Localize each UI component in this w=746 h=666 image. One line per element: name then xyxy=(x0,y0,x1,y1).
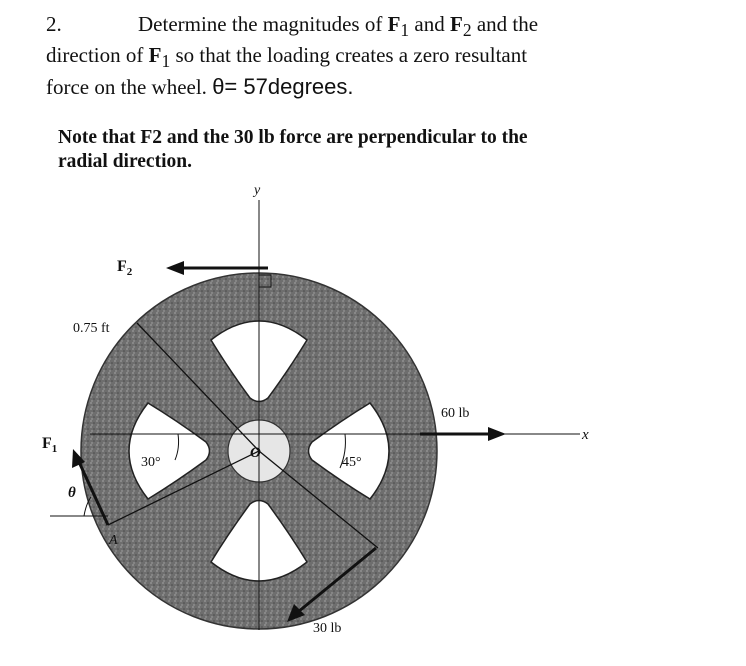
f1-subscript: 1 xyxy=(161,51,171,72)
force-60-label: 60 lb xyxy=(441,406,470,421)
problem-text: and xyxy=(409,12,450,36)
x-axis-label: x xyxy=(582,427,589,443)
f2-symbol: F xyxy=(450,12,463,36)
f2-label: $F_2$ xyxy=(117,258,133,278)
f2-arrowhead xyxy=(166,261,184,275)
problem-text: so that the loading creates a zero resultant xyxy=(170,43,528,68)
point-a-label: A xyxy=(109,533,118,548)
angle-30-label: 30° xyxy=(141,455,161,470)
radius-label: 0.75 ft xyxy=(73,321,110,336)
f1-subscript: 1 xyxy=(400,20,410,41)
f1-symbol: F xyxy=(387,12,401,36)
theta-value: θ= 57 xyxy=(212,74,268,100)
problem-text: and the xyxy=(471,12,539,36)
theta-unit: degrees. xyxy=(267,74,354,100)
problem-text: direction of xyxy=(46,43,149,68)
f1-label: $F_1$ xyxy=(42,435,58,455)
problem-text: force on the wheel. xyxy=(46,75,213,100)
force-30-label: 30 lb xyxy=(313,621,342,636)
problem-text: Determine the magnitudes of xyxy=(138,12,388,36)
f2-subscript: 2 xyxy=(462,20,472,41)
problem-number: 2. xyxy=(46,12,62,36)
angle-45-label: 45° xyxy=(342,455,362,470)
center-label: O xyxy=(250,445,261,461)
theta-label: θ xyxy=(68,485,76,501)
force-60-arrowhead xyxy=(488,427,506,441)
y-axis-label: y xyxy=(254,183,261,198)
note-line-1: Note that F2 and the 30 lb force are perpendicular to the xyxy=(58,127,528,148)
f1-symbol: F xyxy=(148,43,162,68)
note-line-2: radial direction. xyxy=(58,151,192,172)
